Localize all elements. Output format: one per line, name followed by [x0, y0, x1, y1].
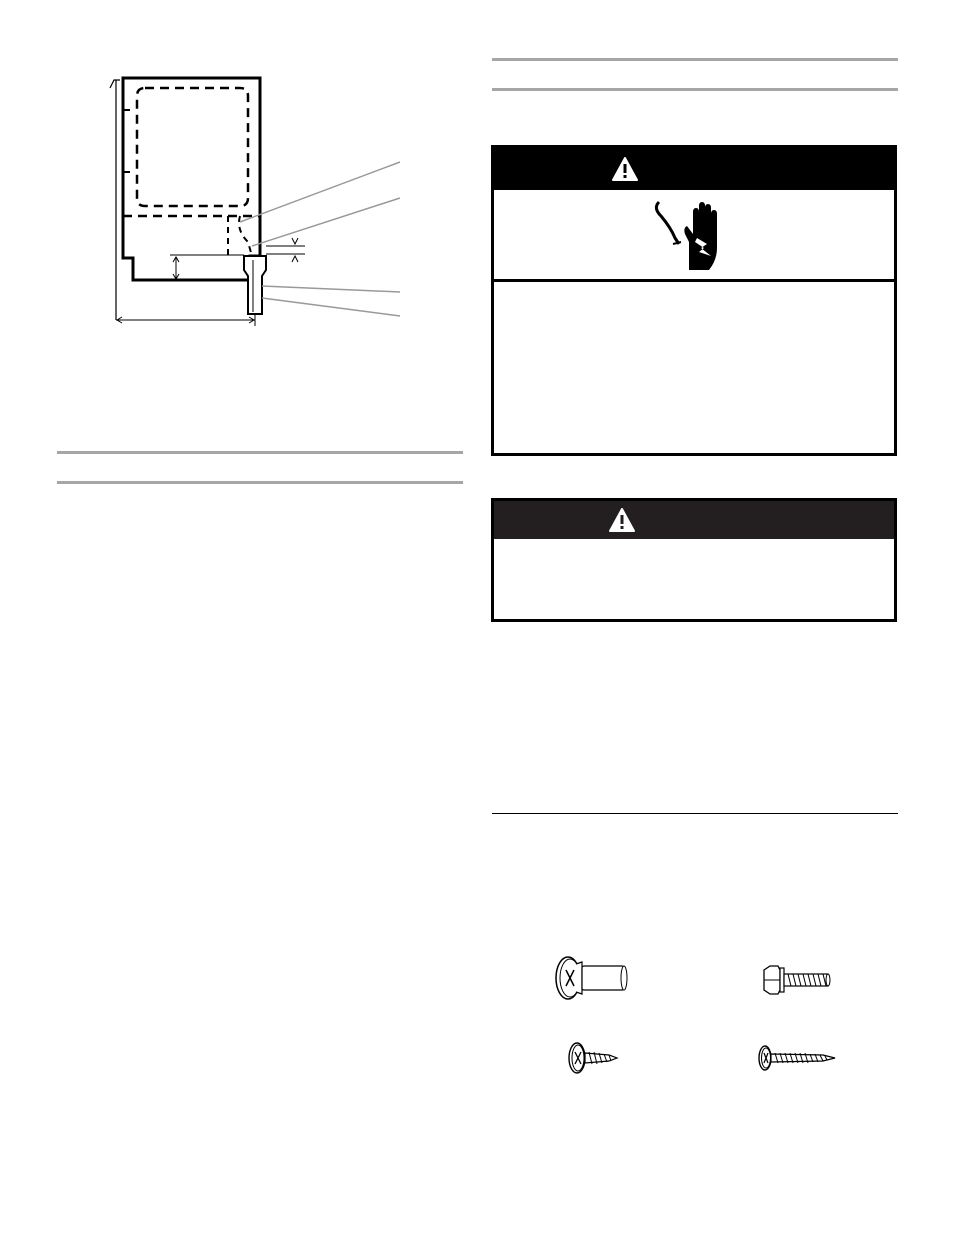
cabinet-outline — [123, 78, 260, 280]
general-warning-box — [491, 498, 897, 622]
warning-header-bar — [494, 501, 894, 539]
parts-section-rule — [492, 813, 898, 814]
callout-leader — [252, 198, 400, 246]
hex-head-bolt-icon — [760, 964, 836, 996]
top-lip — [110, 80, 120, 88]
warning-header-bar — [494, 148, 894, 190]
phillips-short-screw-icon — [565, 1040, 621, 1076]
electrical-shock-hand-icon — [649, 198, 729, 274]
section-rule-top — [57, 451, 463, 454]
section-rule-top — [492, 58, 898, 61]
callout-leader — [262, 298, 400, 316]
section-rule-bottom — [57, 481, 463, 484]
cabinet-side-view-diagram — [100, 70, 410, 330]
section-rule-bottom — [492, 88, 898, 91]
phillips-long-screw-icon — [755, 1043, 839, 1073]
electrical-shock-warning-box — [491, 145, 897, 456]
warning-triangle-icon — [608, 507, 636, 533]
inner-tub-dashed — [137, 88, 248, 206]
warning-divider — [494, 279, 894, 282]
callout-leader — [240, 162, 400, 222]
callout-leader — [262, 286, 400, 292]
drain-pipe — [244, 256, 266, 314]
phillips-shoulder-screw-icon — [552, 952, 634, 1004]
warning-triangle-icon — [611, 156, 639, 182]
dimension-arrows — [292, 238, 298, 262]
